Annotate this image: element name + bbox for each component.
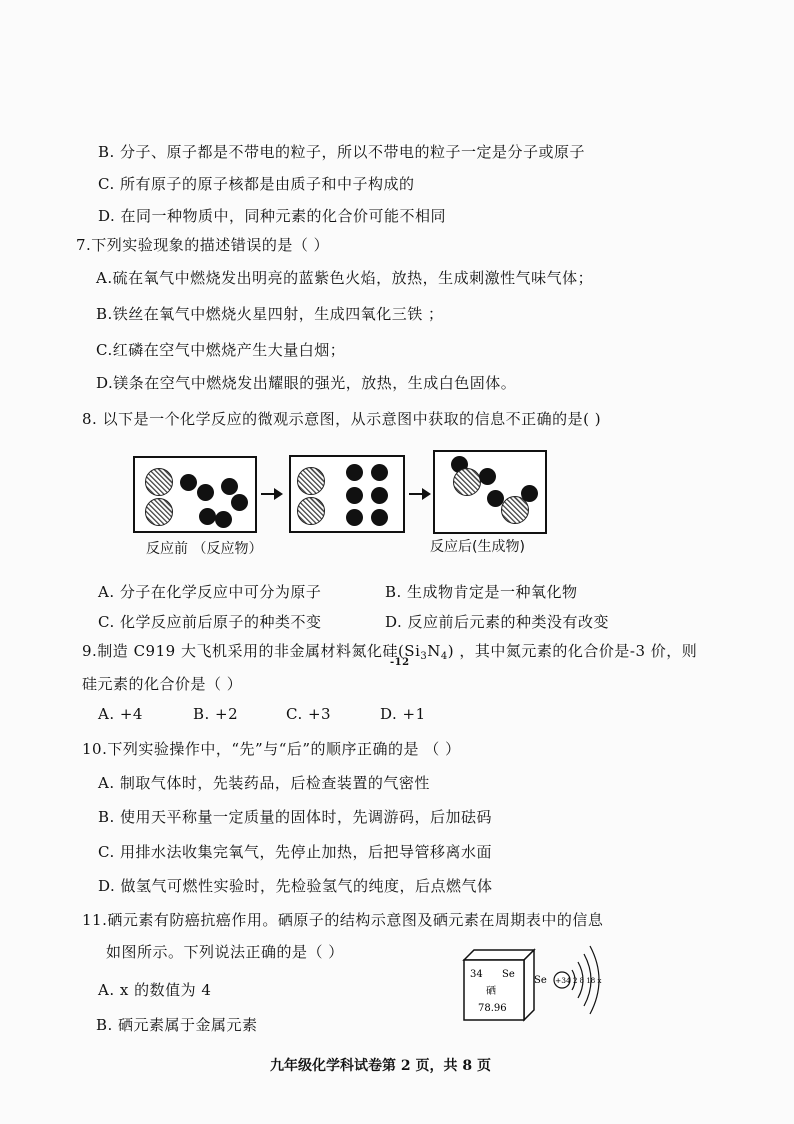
black-atom — [221, 478, 238, 495]
hatched-atom — [297, 497, 325, 525]
reactant-box — [133, 456, 257, 533]
arrow-icon — [409, 493, 429, 495]
hatched-atom — [145, 498, 173, 526]
q7-stem: 7.下列实验现象的描述错误的是（ ） — [76, 236, 330, 254]
hatched-atom — [145, 468, 173, 496]
black-atom — [180, 474, 197, 491]
q8-options-row2 — [0, 611, 794, 631]
q10-stem: 10.下列实验操作中，“先”与“后”的顺序正确的是 （ ） — [82, 740, 461, 758]
q11-option-a: A. x 的数值为 4 — [98, 981, 212, 999]
black-atom — [197, 484, 214, 501]
q8-options-row1 — [0, 581, 794, 601]
black-atom — [371, 464, 388, 481]
black-atom — [371, 509, 388, 526]
q7-option-c: C.红磷在空气中燃烧产生大量白烟； — [96, 341, 346, 359]
element-symbol: Se — [502, 969, 515, 980]
black-atom — [215, 511, 232, 528]
intermediate-box — [289, 455, 405, 533]
product-box — [433, 450, 547, 534]
atom-structure-diagram — [532, 940, 612, 1020]
q9-stem-part: N — [427, 642, 441, 660]
hatched-atom — [297, 467, 325, 495]
arrow-icon — [261, 493, 281, 495]
caption-before: 反应前 （反应物） — [146, 541, 263, 557]
q7-option-a: A.硫在氧气中燃烧发出明亮的蓝紫色火焰，放热，生成刺激性气味气体； — [96, 269, 594, 287]
black-atom — [346, 487, 363, 504]
q8-option-c: C. 化学反应前后原子的种类不变 — [98, 613, 322, 631]
q6-option-c: C. 所有原子的原子核都是由质子和中子构成的 — [98, 175, 415, 193]
page-footer: 九年级化学科试卷第 2 页，共 8 页 — [270, 1058, 491, 1074]
caption-after: 反应后(生成物) — [430, 539, 525, 555]
q9-subscript: 4 — [440, 651, 448, 662]
q9-option-d: D. +1 — [380, 705, 426, 723]
black-atom — [521, 485, 538, 502]
black-atom — [346, 509, 363, 526]
atomic-number: 34 — [470, 969, 483, 980]
diagram-symbol: Se — [534, 975, 547, 986]
cube-top — [464, 950, 534, 960]
q9-option-a: A. +4 — [98, 705, 143, 723]
q8-option-b: B. 生成物肯定是一种氧化物 — [385, 583, 578, 601]
q10-option-c: C. 用排水法收集完氧气，先停止加热，后把导管移离水面 — [98, 843, 492, 861]
hatched-atom — [453, 468, 481, 496]
q11-stem: 11.硒元素有防癌抗癌作用。硒原子的结构示意图及硒元素在周期表中的信息 — [82, 911, 604, 929]
black-atom — [346, 464, 363, 481]
q8-option-a: A. 分子在化学反应中可分为原子 — [98, 583, 322, 601]
q9-stem-part: ) ，其中氮元素的化合价是-3 价，则 — [447, 642, 698, 660]
q10-option-d: D. 做氢气可燃性实验时，先检验氢气的纯度，后点燃气体 — [98, 877, 493, 895]
q9-options — [0, 705, 794, 725]
black-atom — [371, 487, 388, 504]
q9-option-b: B. +2 — [193, 705, 239, 723]
q9-subscript: 3 — [420, 651, 428, 662]
q8-stem: 8. 以下是一个化学反应的微观示意图，从示意图中获取的信息不正确的是( ) — [82, 410, 602, 428]
nucleus-charge: +34 — [555, 976, 571, 985]
q10-option-a: A. 制取气体时，先装药品，后检查装置的气密性 — [98, 774, 430, 792]
black-atom — [479, 468, 496, 485]
q11-stem-line2: 如图所示。下列说法正确的是（ ） — [106, 943, 344, 961]
shell-electrons: 2 8 18 x — [573, 977, 602, 985]
periodic-cell — [462, 948, 538, 1022]
q8-option-d: D. 反应前后元素的种类没有改变 — [385, 613, 610, 631]
element-name: 硒 — [486, 986, 496, 997]
q9-stem-line2: 硅元素的化合价是（ ） — [82, 675, 243, 693]
black-atom — [199, 508, 216, 525]
q9-option-c: C. +3 — [286, 705, 332, 723]
q7-option-d: D.镁条在空气中燃烧发出耀眼的强光，放热，生成白色固体。 — [96, 374, 517, 392]
q6-option-b: B. 分子、原子都是不带电的粒子，所以不带电的粒子一定是分子或原子 — [98, 143, 586, 161]
q10-option-b: B. 使用天平称量一定质量的固体时，先调游码，后加砝码 — [98, 808, 493, 826]
q7-option-b: B.铁丝在氧气中燃烧火星四射，生成四氧化三铁 ； — [96, 305, 444, 323]
black-atom — [231, 494, 248, 511]
q9-stem-part: 9.制造 C919 大飞机采用的非金属材料氮化硅(Si — [82, 642, 421, 660]
q6-option-d: D. 在同一种物质中，同种元素的化合价可能不相同 — [98, 207, 447, 225]
q9-handwritten-note: -12 — [390, 657, 410, 668]
atomic-mass: 78.96 — [478, 1003, 507, 1014]
q11-option-b: B. 硒元素属于金属元素 — [96, 1016, 258, 1034]
